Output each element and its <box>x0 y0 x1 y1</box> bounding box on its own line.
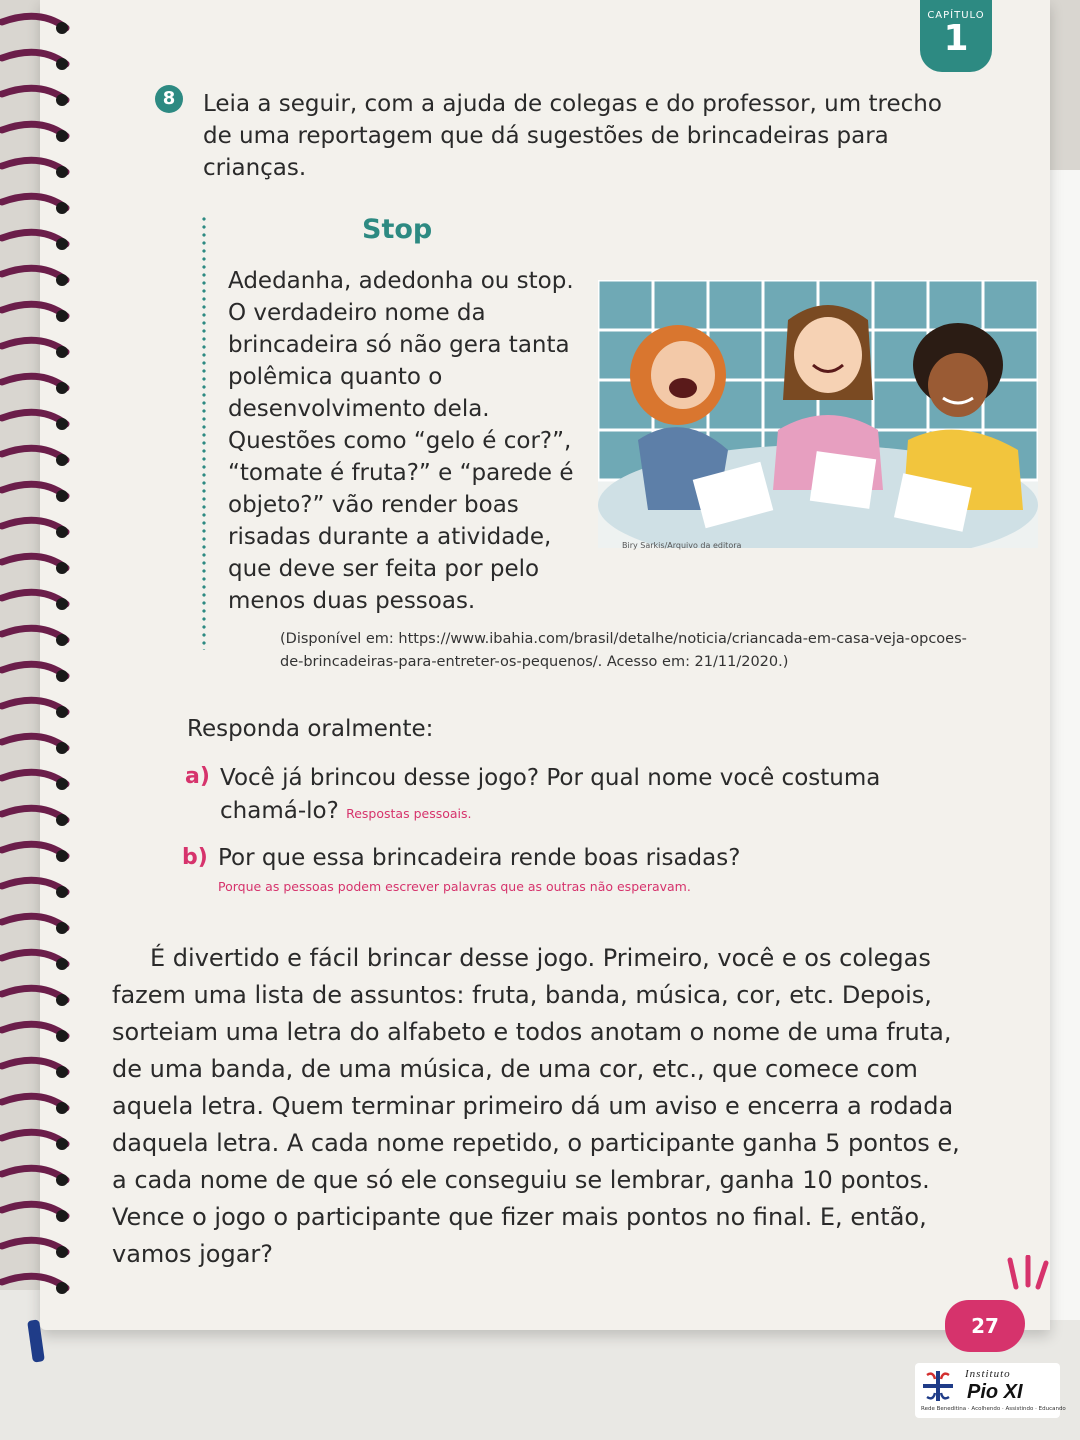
binding-hole <box>56 202 68 214</box>
binding-hole <box>56 490 68 502</box>
binding-hole <box>56 670 68 682</box>
logo-line2: Pio XI <box>967 1381 1023 1403</box>
binding-hole <box>56 1282 68 1294</box>
chapter-tab <box>920 0 992 72</box>
item-a-line2: chamá-lo? <box>220 798 339 824</box>
binding-hole <box>56 526 68 538</box>
logo-line1: Instituto <box>965 1368 1011 1380</box>
binding-hole <box>56 886 68 898</box>
item-a-letter: a) <box>185 764 210 789</box>
binding-hole <box>56 1066 68 1078</box>
item-b-answer: Porque as pessoas podem escrever palavras que as outras não esperavam. <box>218 879 691 894</box>
binding-hole <box>56 1174 68 1186</box>
binding-hole <box>56 58 68 70</box>
binding-hole <box>56 346 68 358</box>
item-a-question <box>220 762 940 830</box>
binding-hole <box>56 562 68 574</box>
binding-hole <box>56 598 68 610</box>
binding-hole <box>56 94 68 106</box>
game-explanation-paragraph: É divertido e fácil brincar desse jogo. Primeiro, você e os colegas fazem uma lista de assuntos: fruta, banda, música, cor, etc. Depois, sorteiam uma letra do alfabeto e todos anotam o nome de uma fruta, de uma banda, de uma música, de uma cor, etc., que comece com aquela letra. Quem terminar primeiro dá um aviso e encerra a rodada daquela letra. A cada nome repetido, o participante ganha 5 pontos e, a cada nome de que só ele conseguiu se lembrar, ganha 10 pontos. Vence o jogo o participante que fizer mais pontos no final. E, então, vamos jogar? <box>112 944 960 1268</box>
cross-logo-icon <box>921 1369 955 1403</box>
binding-hole <box>56 22 68 34</box>
spiral-binding <box>0 0 80 1300</box>
binding-hole <box>56 1030 68 1042</box>
item-b-letter: b) <box>182 845 208 870</box>
question-number-badge: 8 <box>155 85 183 113</box>
binding-hole <box>56 1138 68 1150</box>
question-prompt: Leia a seguir, com a ajuda de colegas e do professor, um trecho de uma reportagem que dá sugestões de brincadeiras para crianças. <box>203 91 942 181</box>
respond-heading: Responda oralmente: <box>187 716 434 742</box>
binding-hole <box>56 238 68 250</box>
binding-hole <box>56 778 68 790</box>
binding-hole <box>56 166 68 178</box>
binding-hole <box>56 130 68 142</box>
binding-hole <box>56 418 68 430</box>
binding-hole <box>56 1246 68 1258</box>
binding-hole <box>56 706 68 718</box>
binding-hole <box>56 1210 68 1222</box>
binding-hole <box>56 958 68 970</box>
binding-hole <box>56 454 68 466</box>
binding-hole <box>56 274 68 286</box>
item-b-question: Por que essa brincadeira rende boas risadas? <box>218 845 741 871</box>
binding-hole <box>56 310 68 322</box>
article-dotted-rule <box>202 215 206 650</box>
chapter-label: CAPÍTULO <box>927 10 985 21</box>
binding-hole <box>56 922 68 934</box>
article-text: Adedanha, adedonha ou stop. O verdadeiro nome da brincadeira só não gera tanta polêmica quanto o desenvolvimento dela. Questões como “gelo é cor?”, “tomate é fruta?” e “parede é objeto?” vão render boas risadas durante a atividade, que deve ser feita por pelo menos duas pessoas. <box>228 268 574 614</box>
binding-hole <box>56 742 68 754</box>
children-playing-illustration <box>598 280 1038 548</box>
decorative-marks-icon <box>1000 1255 1060 1295</box>
item-a-line1: Você já brincou desse jogo? Por qual nome você costuma <box>220 765 881 791</box>
chapter-number: 1 <box>943 18 969 59</box>
article-source: (Disponível em: https://www.ibahia.com/brasil/detalhe/noticia/criancada-em-casa-veja-opcoes-de-brincadeiras-para-entreter-os-pequenos/. Acesso em: 21/11/2020.) <box>280 631 967 670</box>
article-title: Stop <box>362 214 433 245</box>
binding-hole <box>56 850 68 862</box>
logo-line3: Rede Beneditina · Acolhendo · Assistindo · Educando <box>921 1406 1066 1412</box>
image-credit: Biry Sarkis/Arquivo da editora <box>622 541 742 550</box>
item-a-answer: Respostas pessoais. <box>346 806 472 821</box>
binding-hole <box>56 382 68 394</box>
binding-hole <box>56 814 68 826</box>
binding-hole <box>56 634 68 646</box>
binding-hole <box>56 1102 68 1114</box>
page-number: 27 <box>945 1300 1025 1352</box>
binding-hole <box>56 994 68 1006</box>
institution-logo <box>915 1363 1066 1418</box>
